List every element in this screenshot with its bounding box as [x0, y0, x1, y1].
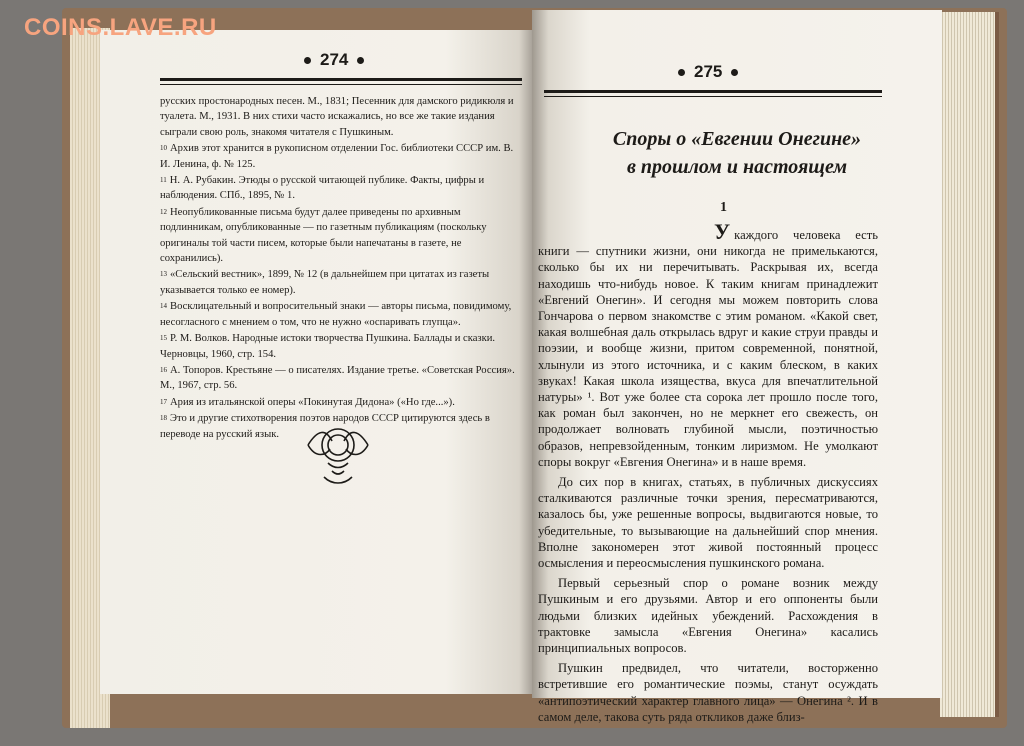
bullet-icon: [357, 57, 364, 64]
paragraph-text: До сих пор в книгах, статьях, в публичных дискуссиях сталкиваются различные точки зрения, пересматриваются, казалось бы, уже решенные вопросы, выдвигаются новые, то убедительные, то вызывающие на дальнейший спор мнения. Вполне закономерен этот живой постоянный процесс осмысления и переосмысления пушкинского романа.: [538, 475, 878, 571]
footnote-number: 14: [160, 302, 167, 311]
footnote-text: русских простонародных песен. М., 1831; Песенник для дамского ридикюля и туалета. М., 1931. В них стихи часто искажались, но все же такие издания сыграли свою роль, знакомя читателя с Пушкиным.: [160, 96, 514, 138]
footnote: [160, 395, 520, 410]
footnote-text: «Сельский вестник», 1899, № 12 (в дальнейшем при цитатах из газеты указывается только ее номер).: [160, 269, 490, 296]
left-page-header: [304, 50, 364, 70]
footnote-number: 18: [160, 414, 167, 423]
footnote-number: 16: [160, 365, 167, 374]
footnote: [160, 141, 520, 172]
footnote-number: 12: [160, 207, 167, 216]
footnote-text: Н. А. Рубакин. Этюды о русской читающей публике. Факты, цифры и наблюдения. СПб., 1895, № 1.: [160, 175, 485, 202]
paragraph: [538, 575, 878, 656]
drop-cap: У: [714, 219, 731, 244]
page-edges-right: [940, 12, 999, 717]
chapter-title-line2: в прошлом и настоящем: [626, 156, 848, 178]
header-rule: [160, 78, 522, 81]
footnote-text: А. Топоров. Крестьяне — о писателях. Издание третье. «Советская Россия». М., 1967, стр. 56.: [160, 364, 515, 392]
header-rule-thin: [160, 84, 522, 85]
footnote: [160, 363, 520, 394]
footnotes: [160, 94, 520, 443]
header-rule: [544, 90, 882, 93]
bullet-icon: [304, 57, 311, 64]
ornament-icon: [298, 415, 378, 495]
footnote: [160, 331, 520, 362]
footnote-number: 17: [160, 397, 167, 406]
chapter-title: [532, 125, 942, 181]
page-number: 274: [320, 50, 349, 69]
footnote-number: 13: [160, 270, 167, 279]
right-page: [532, 10, 942, 724]
bullet-icon: [731, 69, 738, 76]
watermark: COINS.LAVE.RU: [24, 14, 217, 41]
paragraph: [538, 219, 878, 470]
paragraph-text: Первый серьезный спор о романе возник между Пушкиным и его друзьями. Автор и его оппоненты были людьми близких идейных убеждений. Расхождения в трактовке замысла «Евгения Онегина» касались принципиальных вопросов.: [538, 576, 878, 656]
paragraph-text: каждого человека есть книги — спутники жизни, они никогда не примелькаются, сколько бы их ни перечитывать. Раскрывая их, всегда находишь что-нибудь новое. К таким книгам принадлежит «Евгений Онегин». И сегодня мы можем повторить слова Гончарова о первом знакомстве с этим романом. «Какой свет, какая волшебная даль открылась вдруг и какие струи правды и поэзии, и вообще жизни, притом современной, понятной, хлынули из этого источника, и с каким блеском, в каких звуках! Какая школа изящества, вкуса для впечатлительной натуры» ¹. Вот уже более ста сорока лет прошло после того, как роман был закончен, но не меркнет его свежесть, он продолжает волновать глубиной мысли, поэтичностью образов, непревзойденным, тонким лиризмом. Не умолкают споры вокруг «Евгения Онегина» и в наше время.: [538, 228, 878, 469]
footnote: [160, 267, 520, 298]
chapter-body: [538, 219, 878, 729]
footnote: [160, 94, 520, 140]
footnote-number: 15: [160, 334, 167, 343]
left-page: [100, 30, 532, 694]
bullet-icon: [678, 69, 685, 76]
chapter-title-line1: Споры о «Евгении Онегине»: [612, 128, 862, 150]
footnote: [160, 173, 520, 204]
footnote-text: Восклицательный и вопросительный знаки — авторы письма, повидимому, несогласного с мнением о том, что не нужно «оспаривать глупца».: [160, 301, 512, 328]
footnote: [160, 205, 520, 267]
page-number: 275: [694, 62, 723, 81]
paragraph: [538, 660, 878, 725]
right-page-header: [678, 62, 738, 82]
footnote: [160, 299, 520, 330]
footnote-text: Архив этот хранится в рукописном отделении Гос. библиотеки СССР им. В. И. Ленина, ф. № 125.: [160, 143, 514, 170]
paragraph-text: Пушкин предвидел, что читатели, восторженно встретившие его романтические поэмы, станут осуждать «антипоэтический характер главного лица» — Онегина ². И в самом деле, такова суть ряда откликов даже близ-: [538, 661, 878, 724]
footnote-number: 10: [160, 144, 167, 153]
footnote-text: Ария из итальянской оперы «Покинутая Дидона» («Но где...»).: [170, 396, 455, 408]
footnote-number: 11: [160, 176, 167, 185]
section-number: 1: [720, 200, 727, 215]
header-rule-thin: [544, 96, 882, 97]
footnote-text: Р. М. Волков. Народные истоки творчества Пушкина. Баллады и сказки. Черновцы, 1960, стр. 154.: [160, 333, 496, 360]
footnote-text: Неопубликованные письма будут далее приведены по архивным подлинникам, опубликованные — по газетным публикациям (поскольку оригиналы той части писем, которые были напечатаны в газете, не сохранились).: [160, 206, 487, 265]
paragraph: [538, 474, 878, 571]
footnote-text: Это и другие стихотворения поэтов народов СССР цитируются здесь в переводе на русский язык.: [160, 413, 490, 440]
